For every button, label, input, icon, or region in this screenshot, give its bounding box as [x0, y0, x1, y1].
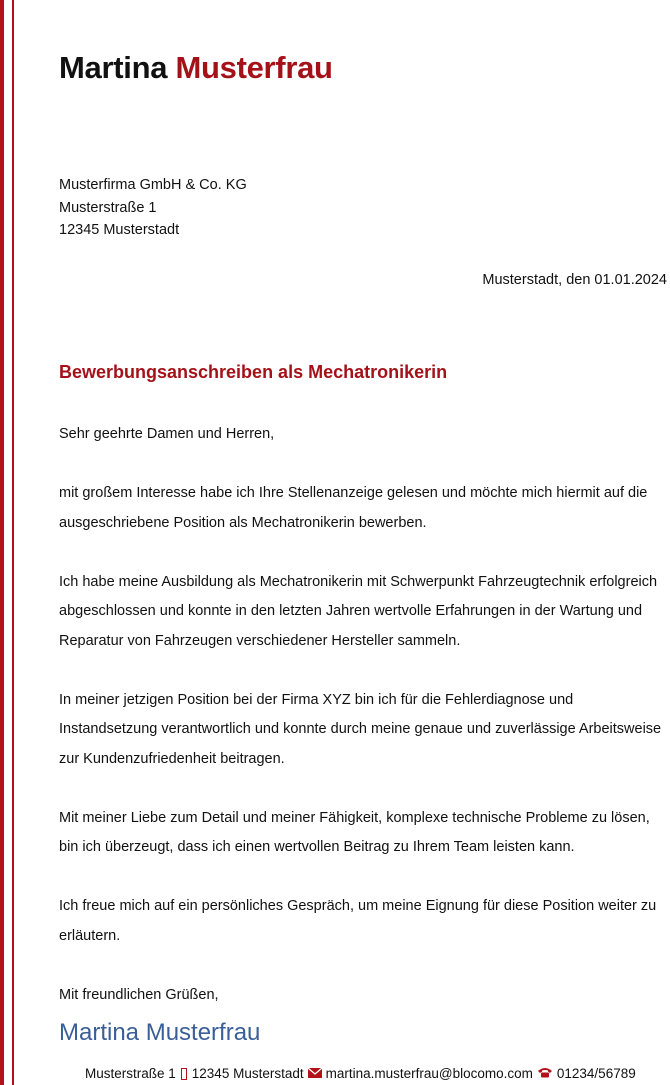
separator-icon [181, 1068, 187, 1080]
phone-icon [537, 1066, 553, 1081]
recipient-street: Musterstraße 1 [59, 199, 157, 216]
left-accent-bar-thick [0, 0, 4, 1085]
paragraph: Ich freue mich auf ein persönliches Gespräch, um meine Eignung für diese Position weiter zu erläutern. [59, 898, 657, 944]
closing: Mit freundlichen Grüßen, [59, 986, 219, 1003]
envelope-icon [308, 1066, 322, 1081]
letter-subject: Bewerbungsanschreiben als Mechatronikerin [59, 362, 448, 382]
paragraph: Mit meiner Liebe zum Detail und meiner Fähigkeit, komplexe technische Probleme zu lösen, bin ich überzeugt, dass ich einen wertvollen Beitrag zu Ihrem Team leisten kann. [59, 809, 650, 855]
letter-body [59, 420, 664, 1010]
signature: Martina Musterfrau [59, 1019, 261, 1046]
left-accent-bar-thin [12, 0, 14, 1085]
footer-street: Musterstraße 1 [85, 1066, 176, 1081]
footer-email: martina.musterfrau@blocomo.com [325, 1066, 533, 1081]
paragraph: In meiner jetzigen Position bei der Firma XYZ bin ich für die Fehlerdiagnose und Instandsetzung verantwortlich und konnte durch meine genaue und zuverlässige Arbeitsweise zur Kundenzufriedenheit beitragen. [59, 691, 662, 767]
footer-contact [85, 1066, 636, 1081]
footer-city: 12345 Musterstadt [191, 1066, 304, 1081]
paragraph: Ich habe meine Ausbildung als Mechatronikerin mit Schwerpunkt Fahrzeugtechnik erfolgreich abgeschlossen und konnte in den letzten Jahren wertvolle Erfahrungen in der Wartung und Reparatur von Fahrzeugen verschiedener Hersteller sammeln. [59, 573, 658, 649]
sender-first-name: Martina [59, 50, 168, 85]
recipient-address [59, 174, 247, 242]
footer-phone: 01234/56789 [556, 1066, 636, 1081]
date-line: Musterstadt, den 01.01.2024 [482, 272, 667, 288]
recipient-company: Musterfirma GmbH & Co. KG [59, 177, 247, 193]
paragraph: mit großem Interesse habe ich Ihre Stellenanzeige gelesen und möchte mich hiermit auf die ausgeschriebene Position als Mechatronikerin bewerben. [59, 485, 648, 531]
sender-name-header [59, 50, 333, 86]
sender-last-name: Musterfrau [175, 50, 333, 85]
salutation: Sehr geehrte Damen und Herren, [59, 426, 275, 442]
recipient-city: 12345 Musterstadt [59, 222, 180, 238]
